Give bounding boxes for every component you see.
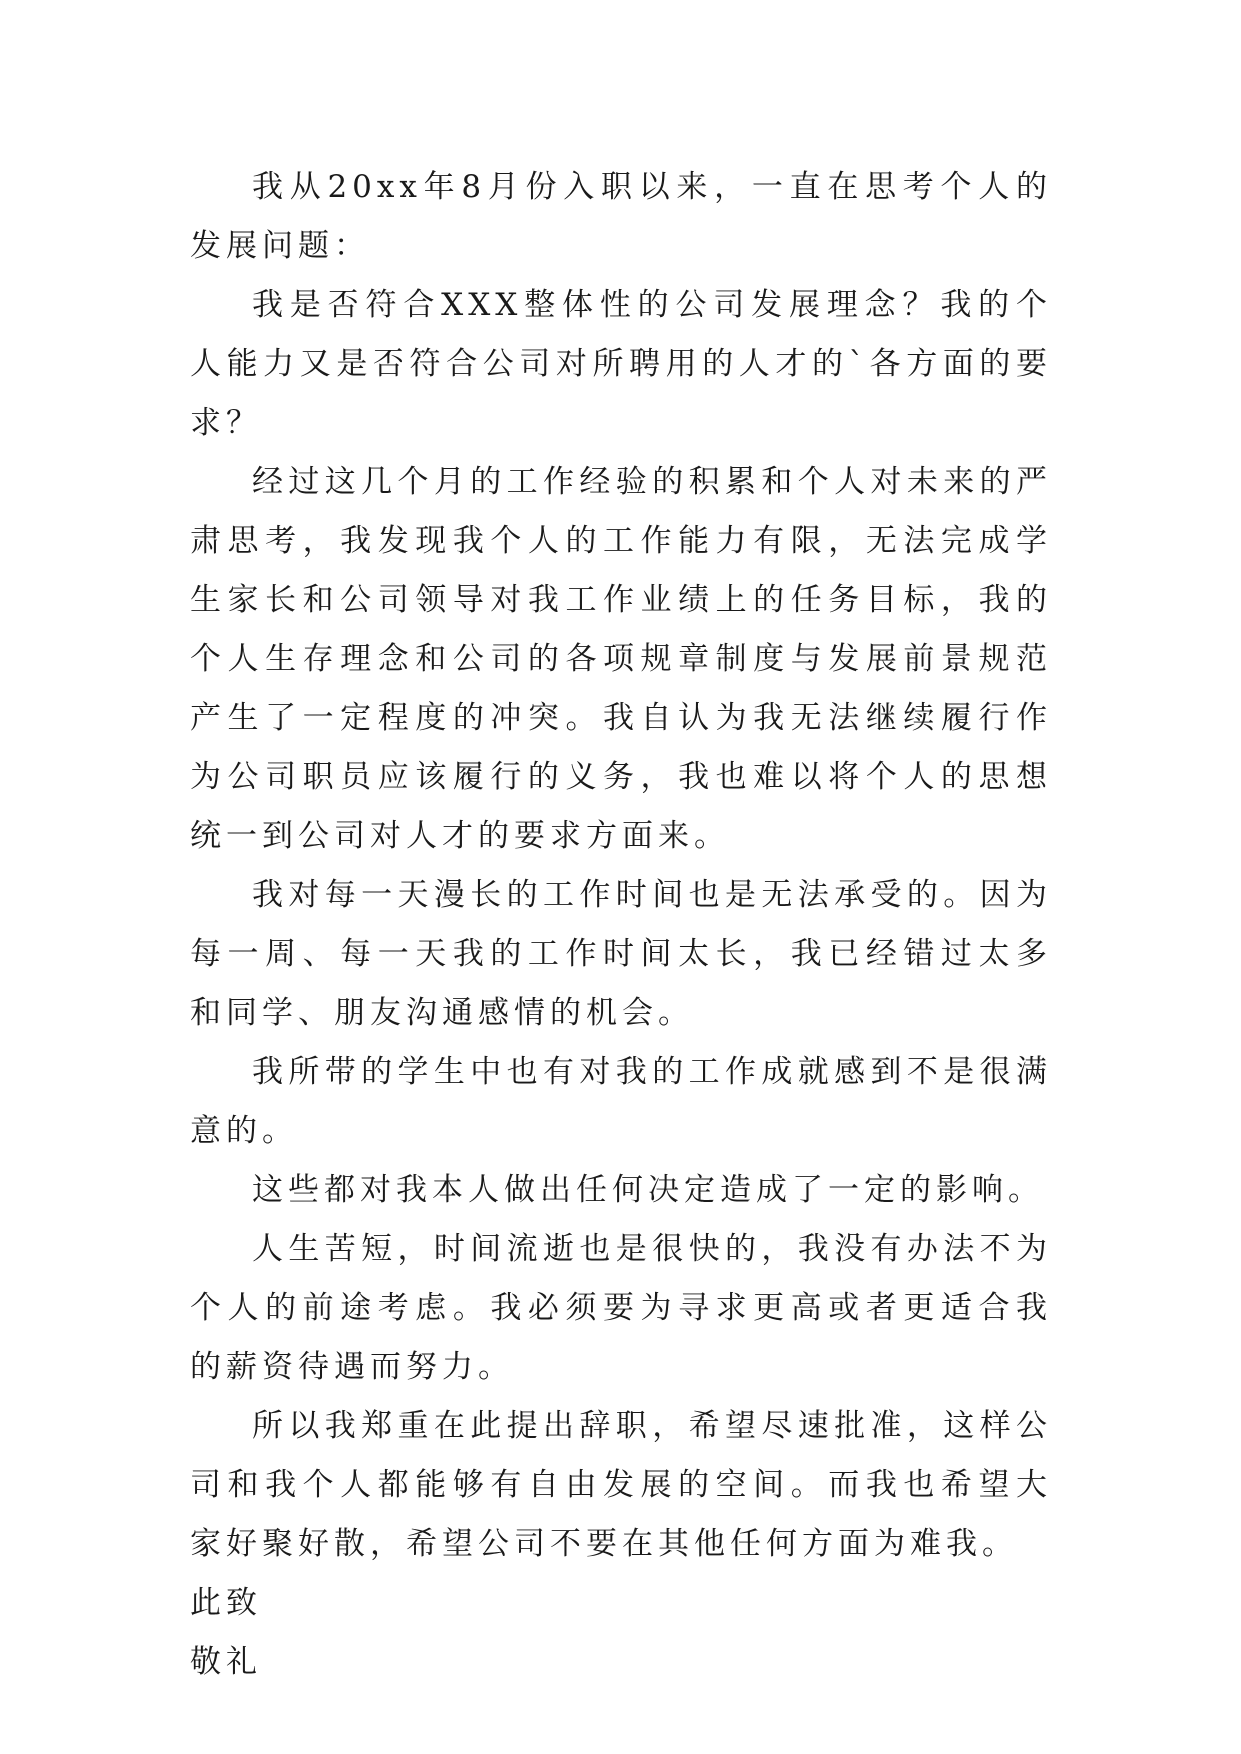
closing-regards: 敬礼 bbox=[190, 1644, 262, 1680]
paragraph-intro: 我从20xx年8月份入职以来，一直在思考个人的发展问题： bbox=[190, 169, 1052, 264]
paragraph-influence: 这些都对我本人做出任何决定造成了一定的影响。 bbox=[252, 1172, 1044, 1208]
letter-body bbox=[190, 158, 1052, 1692]
paragraph-question: 我是否符合XXX整体性的公司发展理念？我的个人能力又是否符合公司对所聘用的人才的`各方面的要求？ bbox=[190, 287, 1052, 441]
paragraph-reflection: 经过这几个月的工作经验的积累和个人对未来的严肃思考，我发现我个人的工作能力有限，无法完成学生家长和公司领导对我工作业绩上的任务目标，我的个人生存理念和公司的各项规章制度与发展前景规范产生了一定程度的冲突。我自认为我无法继续履行作为公司职员应该履行的义务，我也难以将个人的思想统一到公司对人才的要求方面来。 bbox=[190, 464, 1052, 854]
paragraph-students: 我所带的学生中也有对我的工作成就感到不是很满意的。 bbox=[190, 1054, 1052, 1149]
paragraph-future: 人生苦短，时间流逝也是很快的，我没有办法不为个人的前途考虑。我必须要为寻求更高或者更适合我的薪资待遇而努力。 bbox=[190, 1231, 1052, 1385]
paragraph-resignation: 所以我郑重在此提出辞职，希望尽速批准，这样公司和我个人都能够有自由发展的空间。而我也希望大家好聚好散，希望公司不要在其他任何方面为难我。 bbox=[190, 1408, 1052, 1562]
closing-salutation: 此致 bbox=[190, 1585, 262, 1621]
paragraph-working-hours: 我对每一天漫长的工作时间也是无法承受的。因为每一周、每一天我的工作时间太长，我已经错过太多和同学、朋友沟通感情的机会。 bbox=[190, 877, 1052, 1031]
